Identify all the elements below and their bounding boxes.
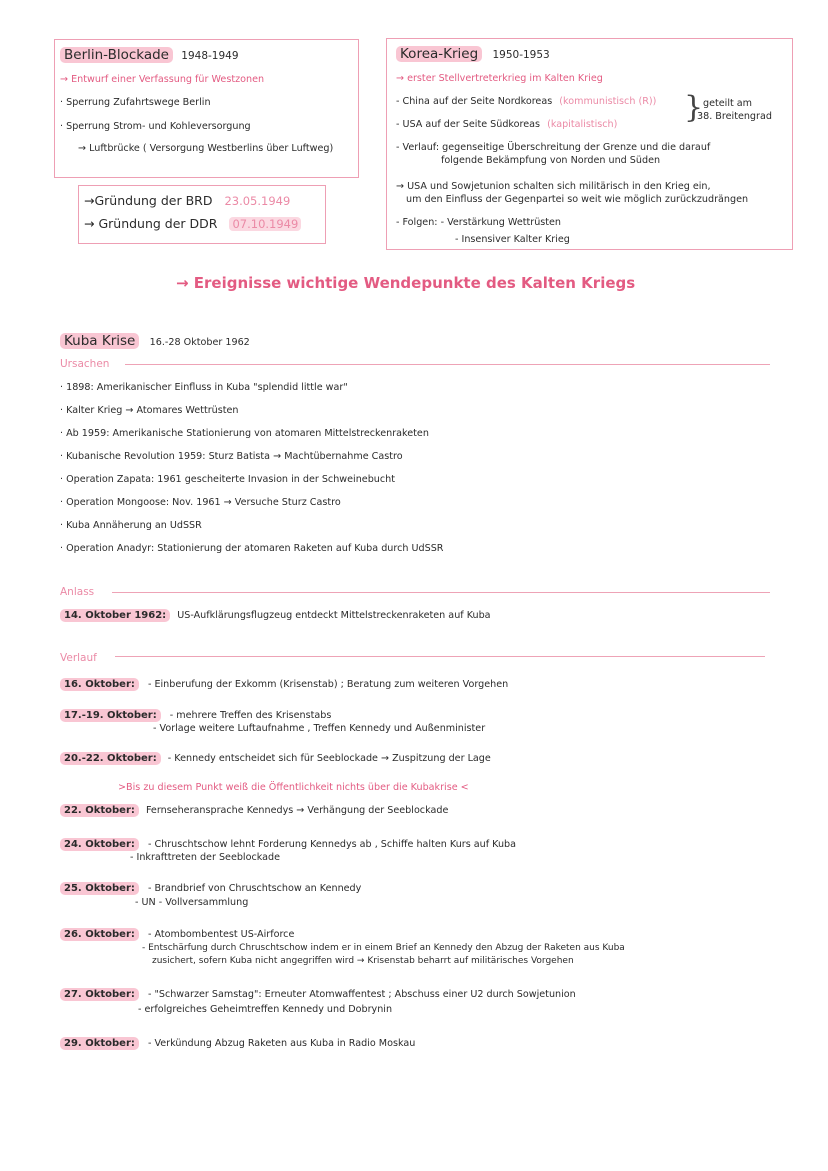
verlauf-entry-25 [60,882,361,895]
kuba-title-row [60,333,250,350]
verlauf-line: - UN - Vollversammlung [135,897,249,908]
verlauf-line: - Chruschtschow lehnt Forderung Kennedys ab , Schiffe halten Kurs auf Kuba [147,839,517,850]
korea-title-row [396,46,550,63]
korea-brace: } [684,90,704,125]
korea-title: Korea-Krieg [396,46,482,62]
korea-verlauf-1: - Verlauf: gegenseitige Überschreitung der Grenze und die darauf [396,142,711,153]
verlauf-line: - Vorlage weitere Luftaufnahme , Treffen Kennedy und Außenminister [153,723,486,734]
ursachen-item: · Kalter Krieg → Atomares Wettrüsten [60,405,239,416]
anlass-rule [112,592,770,593]
korea-usa-note: (kapitalistisch) [547,119,618,130]
gruendung-ddr-label: → Gründung der DDR [84,216,218,231]
ursachen-item: · Operation Mongoose: Nov. 1961 → Versuche Sturz Castro [60,497,341,508]
verlauf-entry-17-19 [60,709,331,722]
berlin-line-luftbruecke: → Luftbrücke ( Versorgung Westberlins über Luftweg) [78,143,334,154]
verlauf-date: 25. Oktober: [60,882,139,895]
korea-line-usa [396,118,617,131]
berlin-years: 1948-1949 [181,50,239,62]
gruendung-ddr-date: 07.10.1949 [229,217,301,231]
korea-folgen-1: - Folgen: - Verstärkung Wettrüsten [396,217,562,228]
verlauf-entry-27 [60,988,576,1001]
korea-verlauf-2: folgende Bekämpfung von Norden und Süden [441,155,661,166]
verlauf-line: Fernseheransprache Kennedys → Verhängung der Seeblockade [145,805,449,816]
verlauf-line: - Verkündung Abzug Raketen aus Kuba in Radio Moskau [147,1038,416,1049]
berlin-line-verfassung: → Entwurf einer Verfassung für Westzonen [60,74,265,85]
ursachen-item: · 1898: Amerikanischer Einfluss in Kuba "splendid little war" [60,382,348,393]
ursachen-rule [125,364,770,365]
ursachen-list [60,381,443,565]
verlauf-date: 22. Oktober: [60,804,139,817]
kuba-title: Kuba Krise [60,333,139,349]
verlauf-label: Verlauf [60,652,97,664]
berlin-line-zufahrtswege: · Sperrung Zufahrtswege Berlin [60,97,211,108]
korea-usa-text: - USA auf der Seite Südkoreas [396,119,541,130]
korea-usa-udssr-1: → USA und Sowjetunion schalten sich militärisch in den Krieg ein, [396,181,711,192]
gruendung-brd-row [84,193,290,209]
anlass-date: 14. Oktober 1962: [60,609,170,622]
verlauf-date: 24. Oktober: [60,838,139,851]
korea-geteilt-1: geteilt am [703,98,753,109]
korea-usa-udssr-2: um den Einfluss der Gegenpartei so weit wie möglich zurückzudrängen [406,194,749,205]
korea-line-china [396,95,656,108]
verlauf-entry-29 [60,1037,415,1050]
verlauf-entry-16 [60,678,508,691]
korea-folgen-2: - Insensiver Kalter Krieg [455,234,570,245]
kuba-dates: 16.-28 Oktober 1962 [149,337,250,348]
anlass-row [60,609,491,622]
main-heading: → Ereignisse wichtige Wendepunkte des Kalten Kriegs [176,274,636,292]
verlauf-date: 16. Oktober: [60,678,139,691]
verlauf-entry-24 [60,838,516,851]
verlauf-date: 20.-22. Oktober: [60,752,161,765]
korea-line-stellvertreter: → erster Stellvertreterkrieg im Kalten Krieg [396,73,603,84]
gruendung-ddr-row [84,216,301,232]
public-note: >Bis zu diesem Punkt weiß die Öffentlichkeit nichts über die Kubakrise < [118,782,469,793]
verlauf-date: 26. Oktober: [60,928,139,941]
verlauf-line: zusichert, sofern Kuba nicht angegriffen wird → Krisenstab beharrt auf militärisches Vorgehen [152,956,574,966]
ursachen-label: Ursachen [60,358,110,370]
verlauf-line: - Kennedy entscheidet sich für Seeblockade → Zuspitzung der Lage [167,753,491,764]
korea-geteilt-2: 38. Breitengrad [697,111,772,122]
verlauf-line: - Brandbrief von Chruschtschow an Kennedy [147,883,362,894]
verlauf-entry-22 [60,804,448,817]
verlauf-date: 27. Oktober: [60,988,139,1001]
ursachen-item: · Kuba Annäherung an UdSSR [60,520,202,531]
verlauf-line: - "Schwarzer Samstag": Erneuter Atomwaffentest ; Abschuss einer U2 durch Sowjetunion [147,989,576,1000]
verlauf-date: 29. Oktober: [60,1037,139,1050]
ursachen-item: · Operation Zapata: 1961 gescheiterte Invasion in der Schweinebucht [60,474,395,485]
berlin-title-row [60,47,239,64]
verlauf-line: - Einberufung der Exkomm (Krisenstab) ; Beratung zum weiteren Vorgehen [147,679,509,690]
verlauf-line: - erfolgreiches Geheimtreffen Kennedy und Dobrynin [138,1004,393,1015]
verlauf-entry-26 [60,928,294,941]
berlin-title: Berlin-Blockade [60,47,173,63]
korea-china-note: (kommunistisch (R)) [559,96,657,107]
anlass-label: Anlass [60,586,95,598]
verlauf-date: 17.-19. Oktober: [60,709,161,722]
verlauf-entry-20-22 [60,752,491,765]
ursachen-item: · Kubanische Revolution 1959: Sturz Batista → Machtübernahme Castro [60,451,403,462]
korea-years: 1950-1953 [492,49,550,61]
korea-china-text: - China auf der Seite Nordkoreas [396,96,553,107]
ursachen-item: · Ab 1959: Amerikanische Stationierung von atomaren Mittelstreckenraketen [60,428,429,439]
verlauf-rule [115,656,765,657]
verlauf-line: - Inkrafttreten der Seeblockade [130,852,281,863]
anlass-text: US-Aufklärungsflugzeug entdeckt Mittelstreckenraketen auf Kuba [177,610,491,621]
verlauf-line: - Atombombentest US-Airforce [147,929,295,940]
berlin-line-strom: · Sperrung Strom- und Kohleversorgung [60,121,251,132]
verlauf-line: - Entschärfung durch Chruschtschow indem er in einem Brief an Kennedy den Abzug der Raketen aus Kuba [142,943,625,953]
gruendung-brd-label: →Gründung der BRD [84,193,213,208]
gruendung-brd-date: 23.05.1949 [224,194,291,208]
ursachen-item: · Operation Anadyr: Stationierung der atomaren Raketen auf Kuba durch UdSSR [60,543,444,554]
verlauf-line: - mehrere Treffen des Krisenstabs [169,710,332,721]
